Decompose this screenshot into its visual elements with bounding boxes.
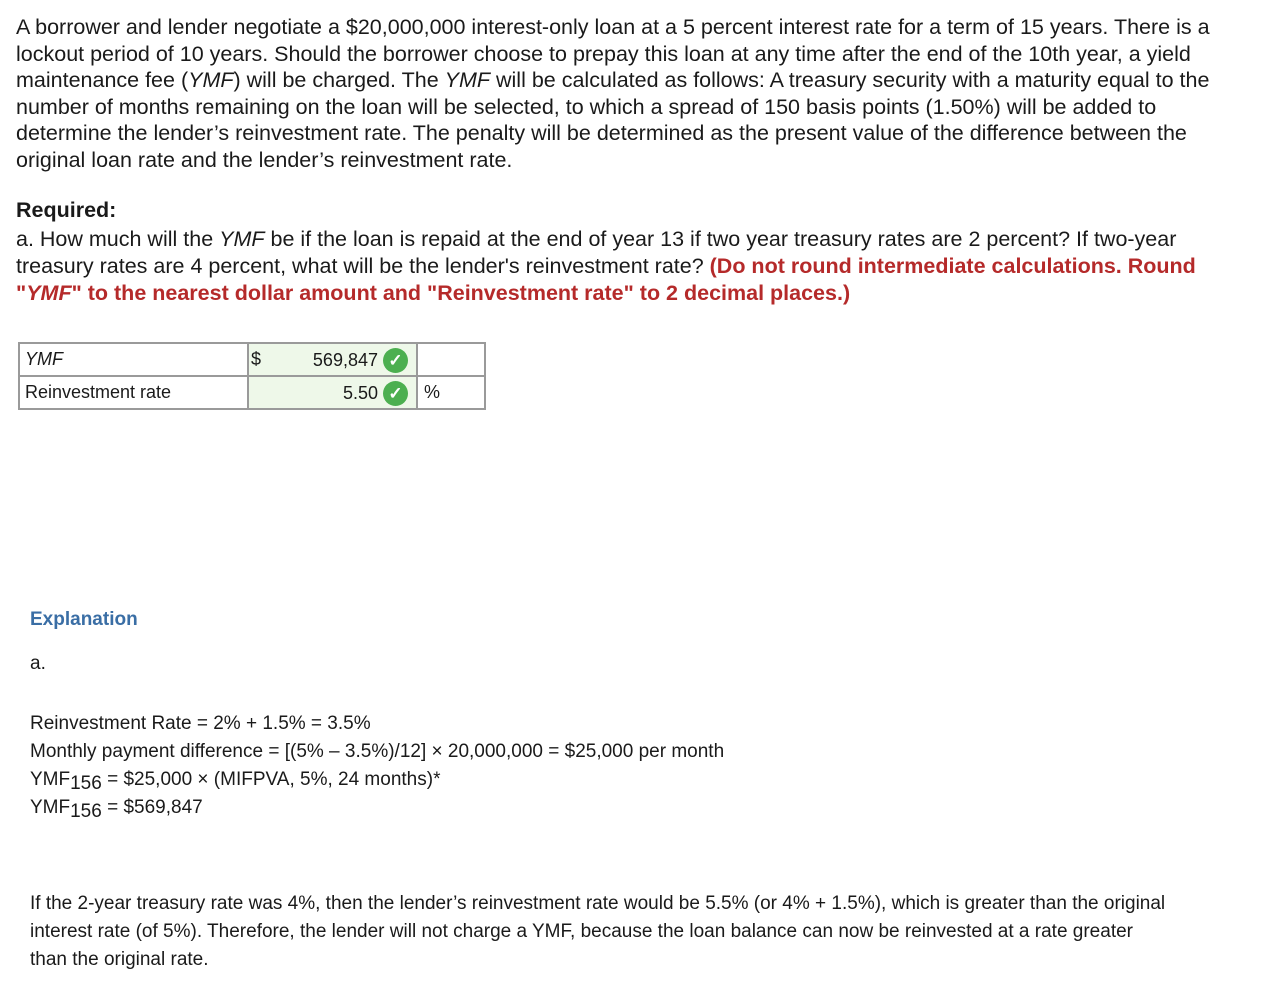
problem-text-2: ) will be charged. The <box>233 68 445 92</box>
calc-text: YMF <box>30 769 71 790</box>
calc-line <box>30 794 724 822</box>
ymf-term: YMF <box>26 281 72 305</box>
problem-text-1: A borrower and lender negotiate a $20,000,000 interest-only loan at a 5 percent interest rate for a term of 15 years. There is a lockout period of 10 years. Should the borrower choose to prepay this loan at any time after the end of the 10th year, a yield maintenance fee ( <box>16 15 1210 92</box>
instruction-text-1: (Do not round intermediate calculations. Round " <box>16 254 1196 305</box>
answer-value: 5.50 <box>342 383 378 403</box>
question-a <box>16 226 1256 307</box>
question-text-1: a. How much will the <box>16 227 220 251</box>
check-icon: ✓ <box>383 381 408 406</box>
explanation-conclusion: If the 2-year treasury rate was 4%, then the lender’s reinvestment rate would be 5.5% (or 4% + 1.5%), which is greater than the original interest rate (of 5%). Therefore, the lender will not charge a YMF, because the loan balance can now be reinvested at a rate greater than the original rate. <box>30 893 1166 970</box>
answer-label: Reinvestment rate <box>19 376 248 409</box>
calc-text: YMF <box>30 797 71 818</box>
answer-input-reinvestment-rate[interactable] <box>248 376 417 409</box>
ymf-term: YMF <box>188 68 234 92</box>
required-heading: Required: <box>16 198 117 222</box>
problem-statement <box>16 14 1256 173</box>
answer-unit: % <box>417 376 485 409</box>
calc-text: = $569,847 <box>101 797 203 818</box>
explanation-calculations <box>30 710 724 822</box>
answer-unit <box>417 343 485 376</box>
calc-line <box>30 766 724 794</box>
calc-subscript: 156 <box>70 801 102 822</box>
check-icon: ✓ <box>383 348 408 373</box>
calc-subscript: 156 <box>70 773 102 794</box>
calc-line: Monthly payment difference = [(5% – 3.5%)/12] × 20,000,000 = $25,000 per month <box>30 741 725 762</box>
explanation-part-label: a. <box>30 653 46 674</box>
calc-text: = $25,000 × (MIFPVA, 5%, 24 months)* <box>101 769 441 790</box>
currency-prefix: $ <box>251 349 262 369</box>
answer-value: 569,847 <box>312 350 378 370</box>
answer-row-reinvestment-rate <box>19 376 485 409</box>
answer-label <box>19 343 248 376</box>
question-text-2: be if the loan is repaid at the end of year 13 if two year treasury rates are 2 percent? If two-year treasury rates are 4 percent, what will be the lender's reinvestment rate? <box>16 227 1177 278</box>
calc-line: Reinvestment Rate = 2% + 1.5% = 3.5% <box>30 713 371 734</box>
problem-text-3: will be calculated as follows: A treasury security with a maturity equal to the number of months remaining on the loan will be selected, to which a spread of 150 basis points (1.50%) will be added to determine the lender’s reinvestment rate. The penalty will be determined as the present value of the difference between the original loan rate and the lender’s reinvestment rate. <box>16 68 1210 172</box>
ymf-term: YMF <box>444 68 491 92</box>
answer-input-ymf[interactable] <box>248 343 417 376</box>
answer-label-text: YMF <box>25 349 63 369</box>
ymf-term: YMF <box>219 227 265 251</box>
answer-row-ymf <box>19 343 485 376</box>
answer-table <box>18 342 486 410</box>
instruction-text-2: " to the nearest dollar amount and "Reinvestment rate" to 2 decimal places.) <box>71 281 851 305</box>
explanation-heading: Explanation <box>30 609 138 630</box>
